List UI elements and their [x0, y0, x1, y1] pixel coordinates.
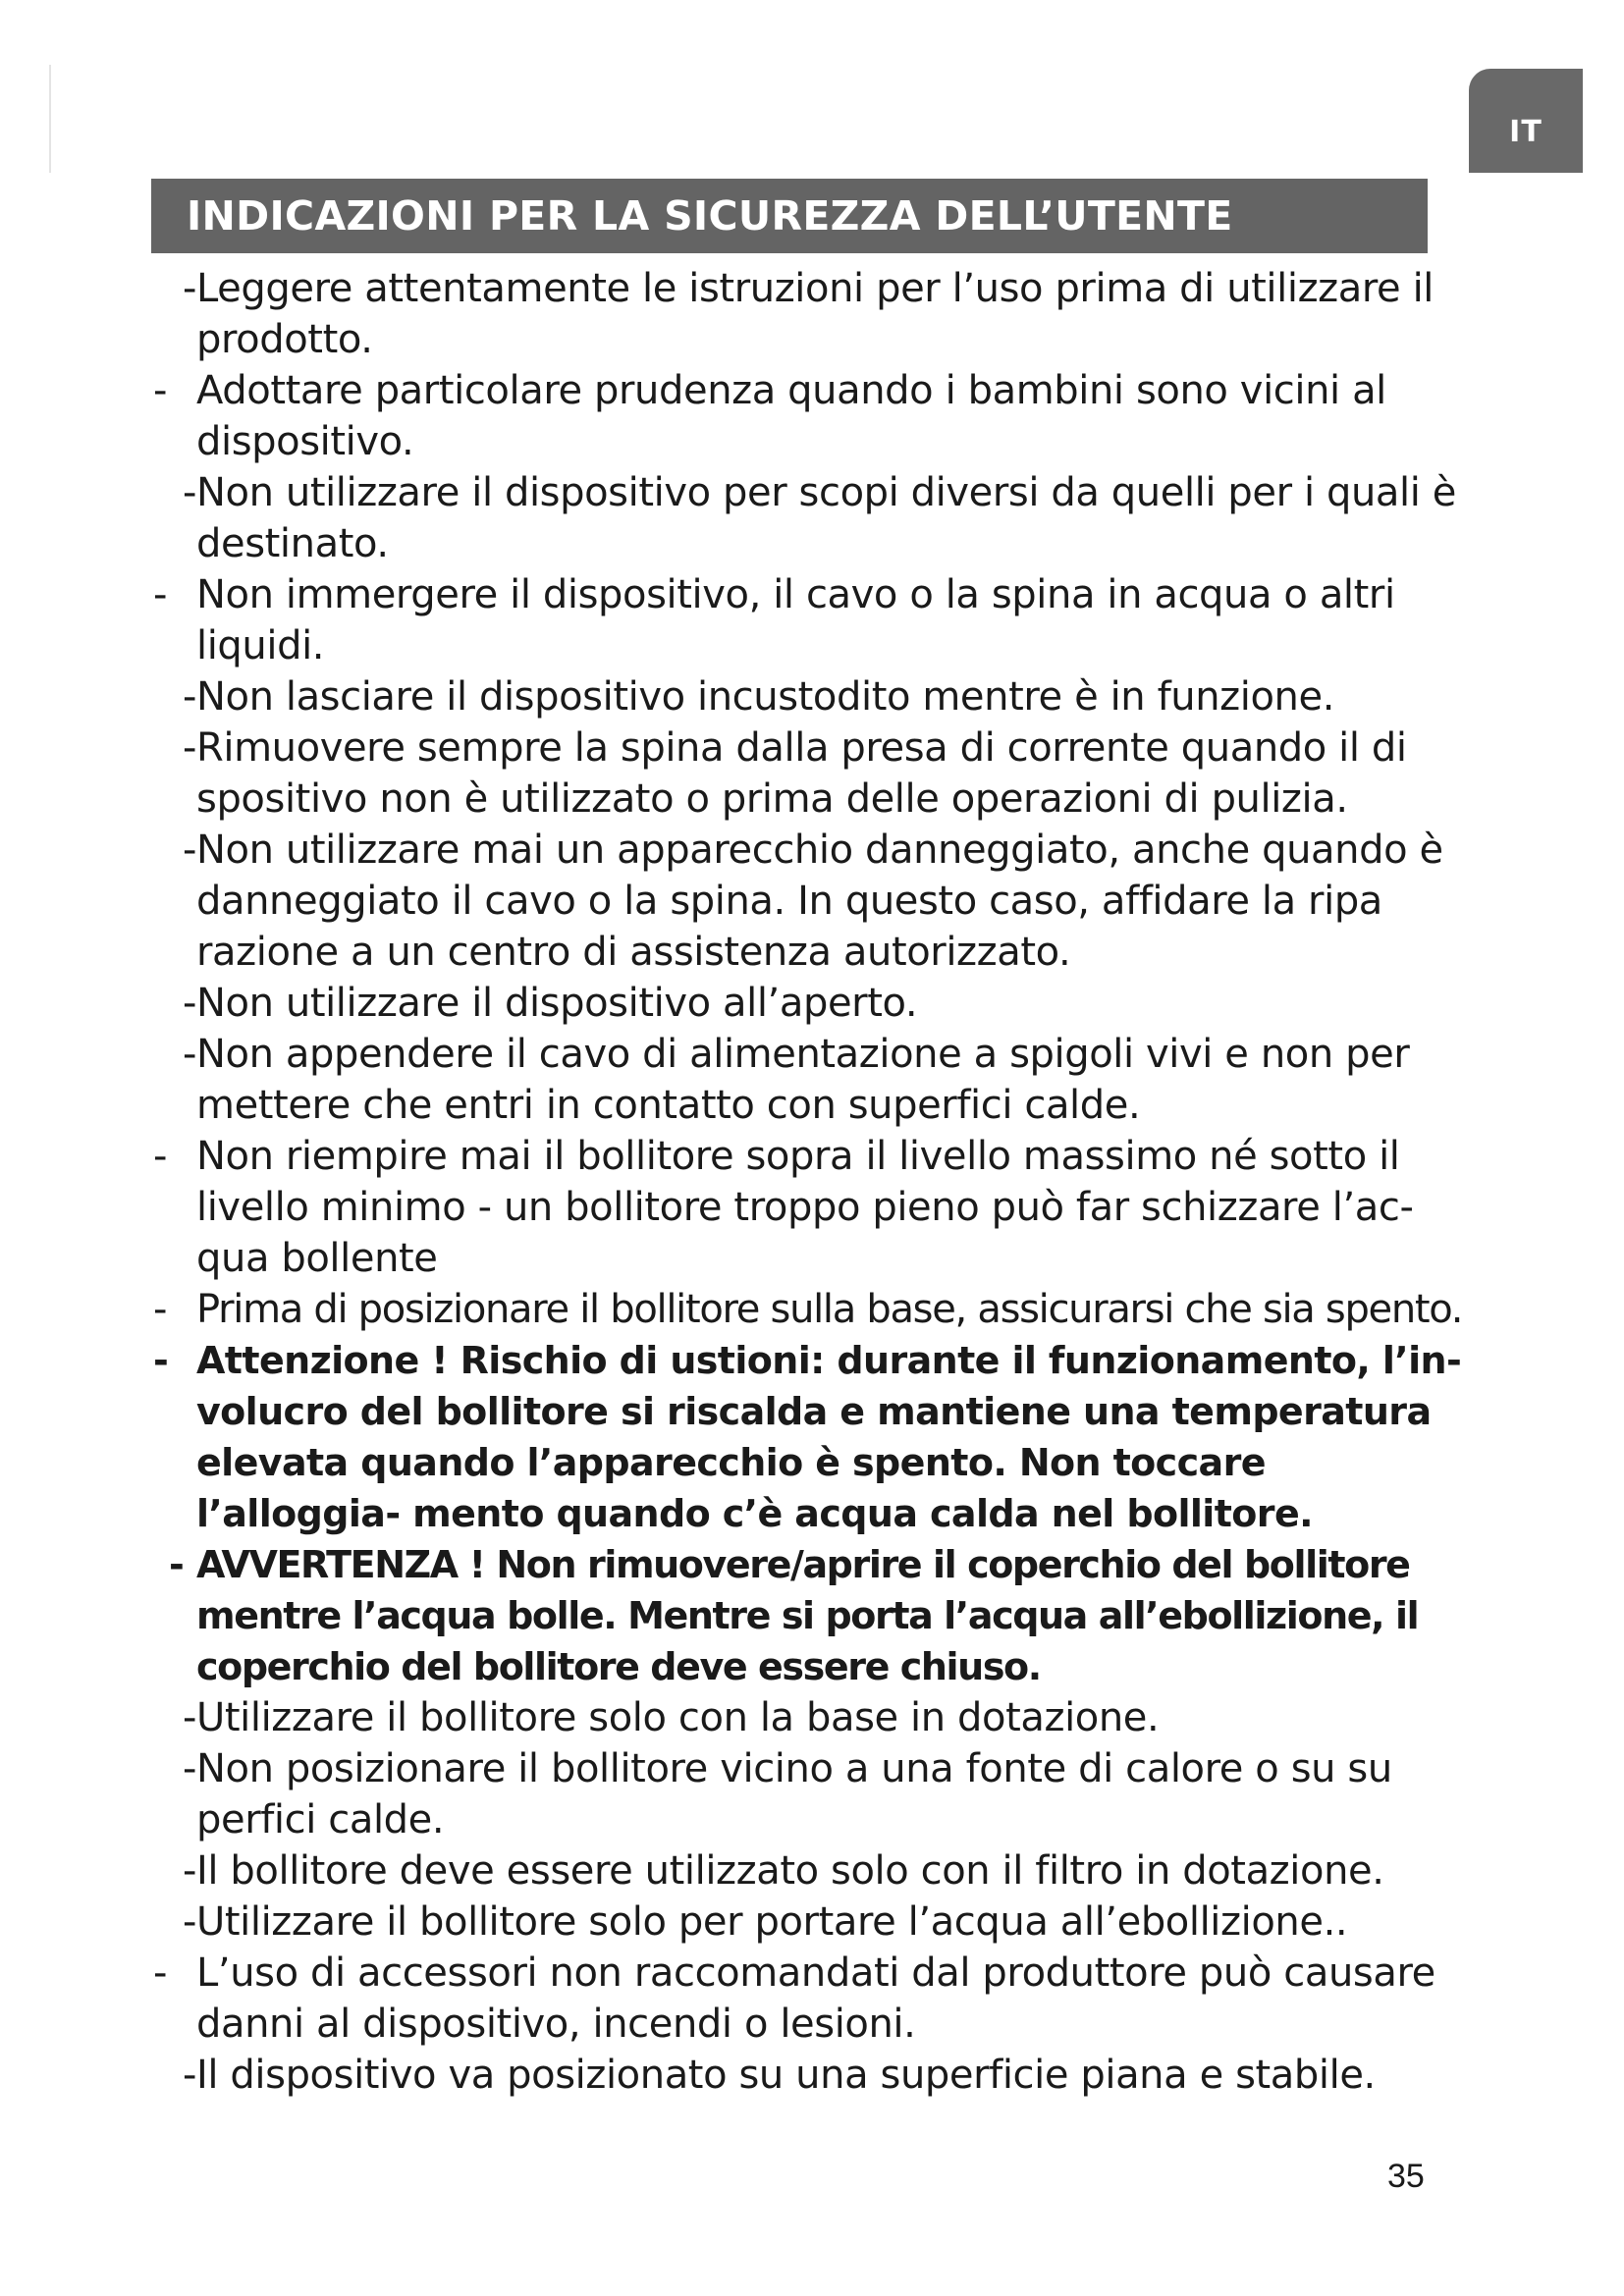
list-item — [153, 671, 1474, 722]
warning-text: AVVERTENZA ! Non rimuovere/aprire il coperchio del bollitore mentre l’acqua bolle. Mentre si porta l’acqua all’ebollizione, il coperchio del bollitore deve essere chiuso. — [196, 1543, 1419, 1688]
warning-text: Attenzione ! Rischio di ustioni: durante il funzionamento, l’in- volucro del bollitore si riscalda e mantiene una temperatura elevata quando l’apparecchio è spento. Non toccare l’alloggia- mento quando c’è acqua calda nel bollitore. — [196, 1339, 1462, 1535]
list-dash: - — [183, 725, 197, 771]
section-title-bar — [151, 179, 1428, 253]
list-dash: - — [183, 470, 197, 515]
list-dash: - — [153, 368, 168, 413]
list-dash: - — [183, 1899, 197, 1945]
warning-item — [153, 1539, 1474, 1692]
list-item — [153, 1131, 1474, 1284]
list-dash: - — [153, 572, 168, 617]
list-item-text: Prima di posizionare il bollitore sulla base, assicurarsi che sia spento. — [196, 1287, 1463, 1332]
list-item — [153, 365, 1474, 467]
language-tab-label: IT — [1509, 115, 1543, 149]
list-item-text: Non utilizzare il dispositivo per scopi diversi da quelli per i quali è destinato. — [196, 470, 1456, 566]
warning-item — [153, 1335, 1474, 1539]
section-title: INDICAZIONI PER LA SICUREZZA DELL’UTENTE — [187, 192, 1233, 240]
list-item — [153, 2050, 1474, 2101]
list-dash: - — [183, 1848, 197, 1894]
language-tab — [1469, 69, 1583, 173]
list-item-text: Non posizionare il bollitore vicino a una fonte di calore o su su perfici calde. — [196, 1746, 1392, 1842]
list-item-text: Non utilizzare il dispositivo all’aperto. — [196, 981, 918, 1026]
list-item — [153, 467, 1474, 569]
list-item-text: Non appendere il cavo di alimentazione a spigoli vivi e non per mettere che entri in contatto con superfici calde. — [196, 1032, 1410, 1128]
safety-instructions-list — [153, 263, 1474, 2101]
list-dash: - — [153, 1339, 169, 1382]
list-dash: - — [183, 981, 197, 1026]
list-item — [153, 1284, 1474, 1335]
list-item — [153, 978, 1474, 1029]
list-dash: - — [183, 2053, 197, 2098]
list-item-text: Non riempire mai il bollitore sopra il livello massimo né sotto il livello minimo - un bollitore troppo pieno può far schizzare l’ac- qua bollente — [196, 1134, 1414, 1281]
list-item-text: Il bollitore deve essere utilizzato solo con il filtro in dotazione. — [196, 1848, 1384, 1894]
list-item-text: Non utilizzare mai un apparecchio danneggiato, anche quando è danneggiato il cavo o la spina. In questo caso, affidare la ripa razione a un centro di assistenza autorizzato. — [196, 828, 1443, 975]
list-dash: - — [183, 1746, 197, 1791]
list-item — [153, 825, 1474, 978]
list-dash: - — [153, 1287, 167, 1332]
list-item-text: Il dispositivo va posizionato su una superficie piana e stabile. — [196, 2053, 1376, 2098]
list-item — [153, 722, 1474, 825]
list-item — [153, 1896, 1474, 1948]
list-item-text: Adottare particolare prudenza quando i bambini sono vicini al dispositivo. — [196, 368, 1386, 464]
list-item — [153, 1845, 1474, 1896]
list-dash: - — [183, 1695, 197, 1740]
list-dash: - — [183, 266, 197, 311]
list-dash: - — [153, 1134, 168, 1179]
list-item — [153, 1743, 1474, 1845]
list-dash: - — [169, 1543, 184, 1586]
list-item — [153, 263, 1474, 365]
list-item-text: Non lasciare il dispositivo incustodito mentre è in funzione. — [196, 674, 1335, 720]
list-dash: - — [153, 1950, 168, 1996]
list-item-text: Non immergere il dispositivo, il cavo o la spina in acqua o altri liquidi. — [196, 572, 1395, 668]
list-item-text: Utilizzare il bollitore solo con la base in dotazione. — [196, 1695, 1160, 1740]
list-dash: - — [183, 828, 197, 873]
page-number: 35 — [1387, 2158, 1425, 2195]
list-item-text: Leggere attentamente le istruzioni per l’uso prima di utilizzare il prodotto. — [196, 266, 1434, 362]
list-item — [153, 1948, 1474, 2050]
list-item — [153, 1029, 1474, 1131]
list-dash: - — [183, 1032, 197, 1077]
list-item-text: Utilizzare il bollitore solo per portare l’acqua all’ebollizione.. — [196, 1899, 1348, 1945]
list-item-text: Rimuovere sempre la spina dalla presa di corrente quando il di spositivo non è utilizzato o prima delle operazioni di pulizia. — [196, 725, 1407, 822]
list-item — [153, 569, 1474, 671]
list-item — [153, 1692, 1474, 1743]
margin-mark — [49, 65, 51, 173]
list-dash: - — [183, 674, 197, 720]
list-item-text: L’uso di accessori non raccomandati dal produttore può causare danni al dispositivo, incendi o lesioni. — [196, 1950, 1435, 2047]
